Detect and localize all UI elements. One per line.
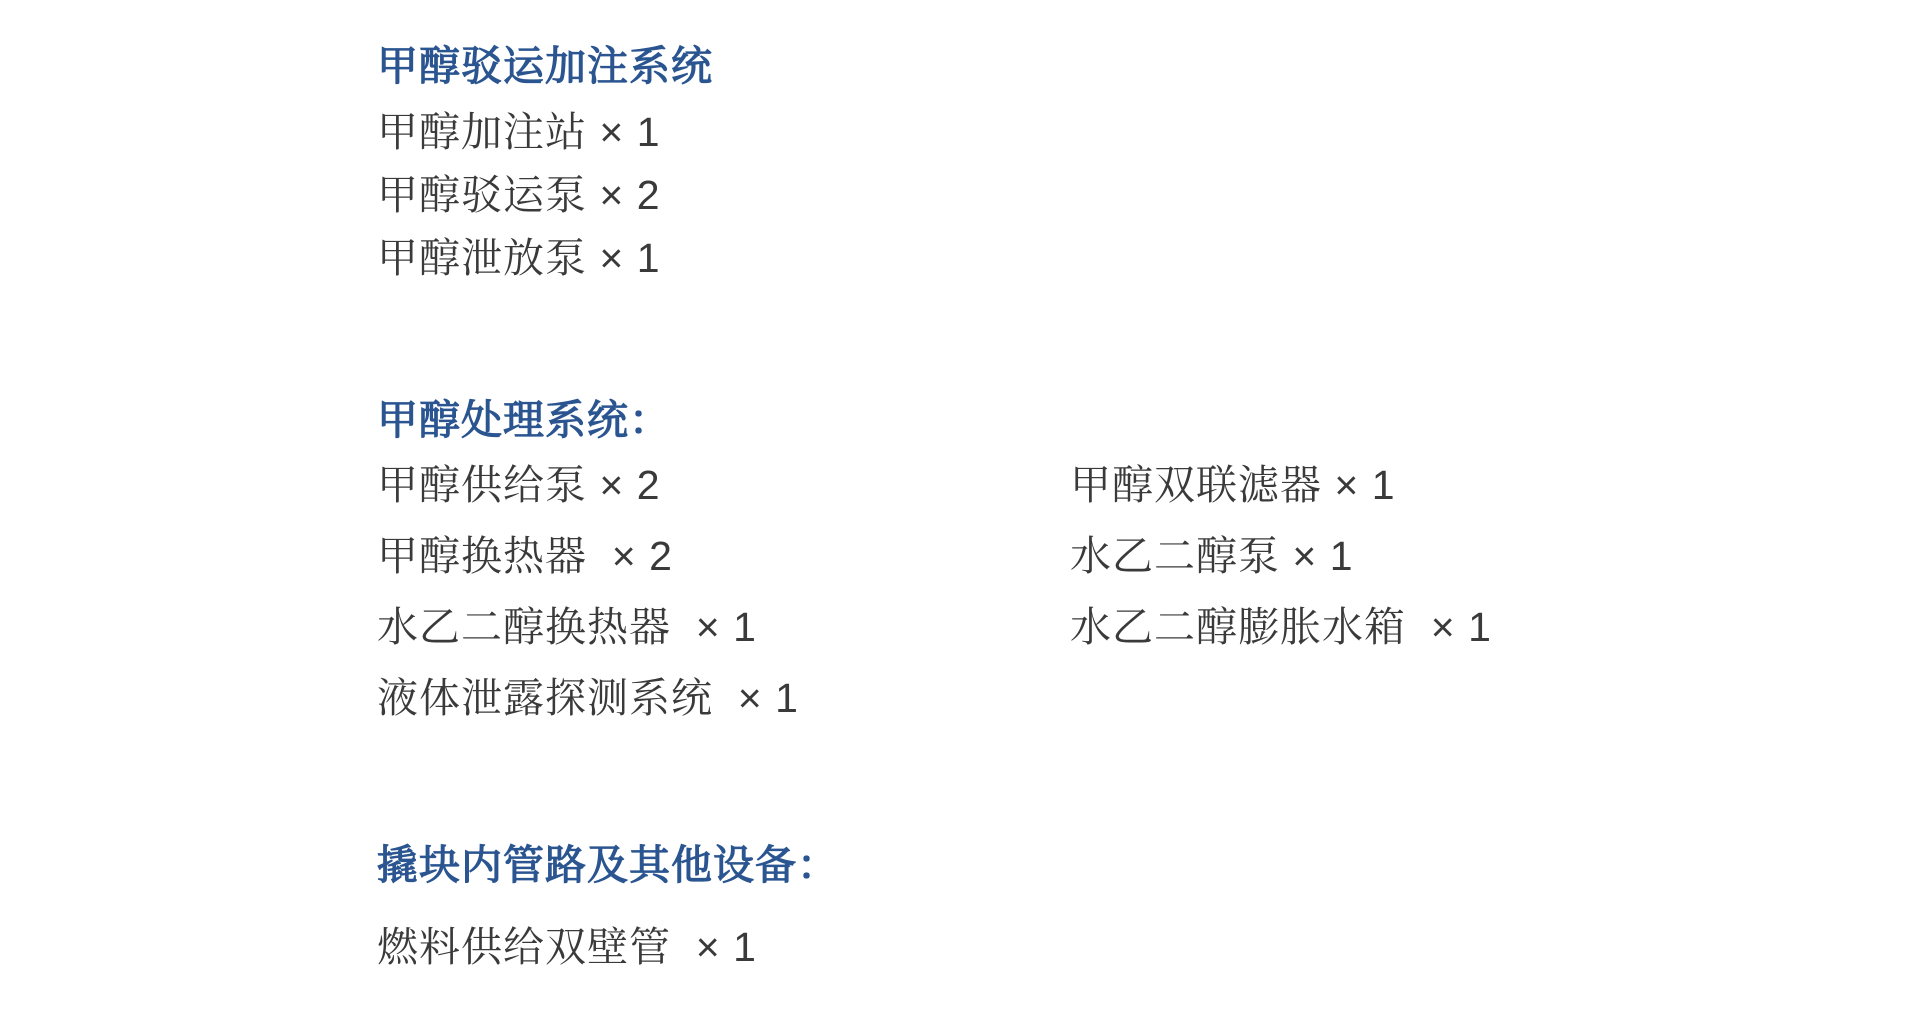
equipment-item: 甲醇供给泵 × 2 xyxy=(377,462,661,508)
equipment-item: 甲醇泄放泵 × 1 xyxy=(377,235,661,281)
equipment-item: 水乙二醇膨胀水箱 × 1 xyxy=(1070,604,1492,650)
equipment-grid xyxy=(377,461,1492,723)
section-title-skid-piping-other: 撬块内管路及其他设备： xyxy=(377,842,839,888)
section-title-methanol-bunkering: 甲醇驳运加注系统 xyxy=(377,43,713,89)
equipment-list xyxy=(377,108,713,283)
section-title-methanol-treatment: 甲醇处理系统： xyxy=(377,397,671,443)
equipment-item: 甲醇双联滤器 × 1 xyxy=(1070,462,1396,508)
equipment-item: 甲醇换热器 × 2 xyxy=(377,533,673,579)
section-methanol-treatment xyxy=(377,396,1492,723)
equipment-item: 甲醇加注站 × 1 xyxy=(377,109,661,155)
equipment-item: 甲醇驳运泵 × 2 xyxy=(377,172,661,218)
equipment-item: 水乙二醇换热器 × 1 xyxy=(377,604,757,650)
equipment-item: 水乙二醇泵 × 1 xyxy=(1070,533,1354,579)
equipment-item: 燃料供给双壁管 × 1 xyxy=(377,924,757,970)
section-skid-piping-other xyxy=(377,841,839,972)
section-methanol-bunkering xyxy=(377,42,713,297)
equipment-item: 液体泄露探测系统 × 1 xyxy=(377,675,799,721)
